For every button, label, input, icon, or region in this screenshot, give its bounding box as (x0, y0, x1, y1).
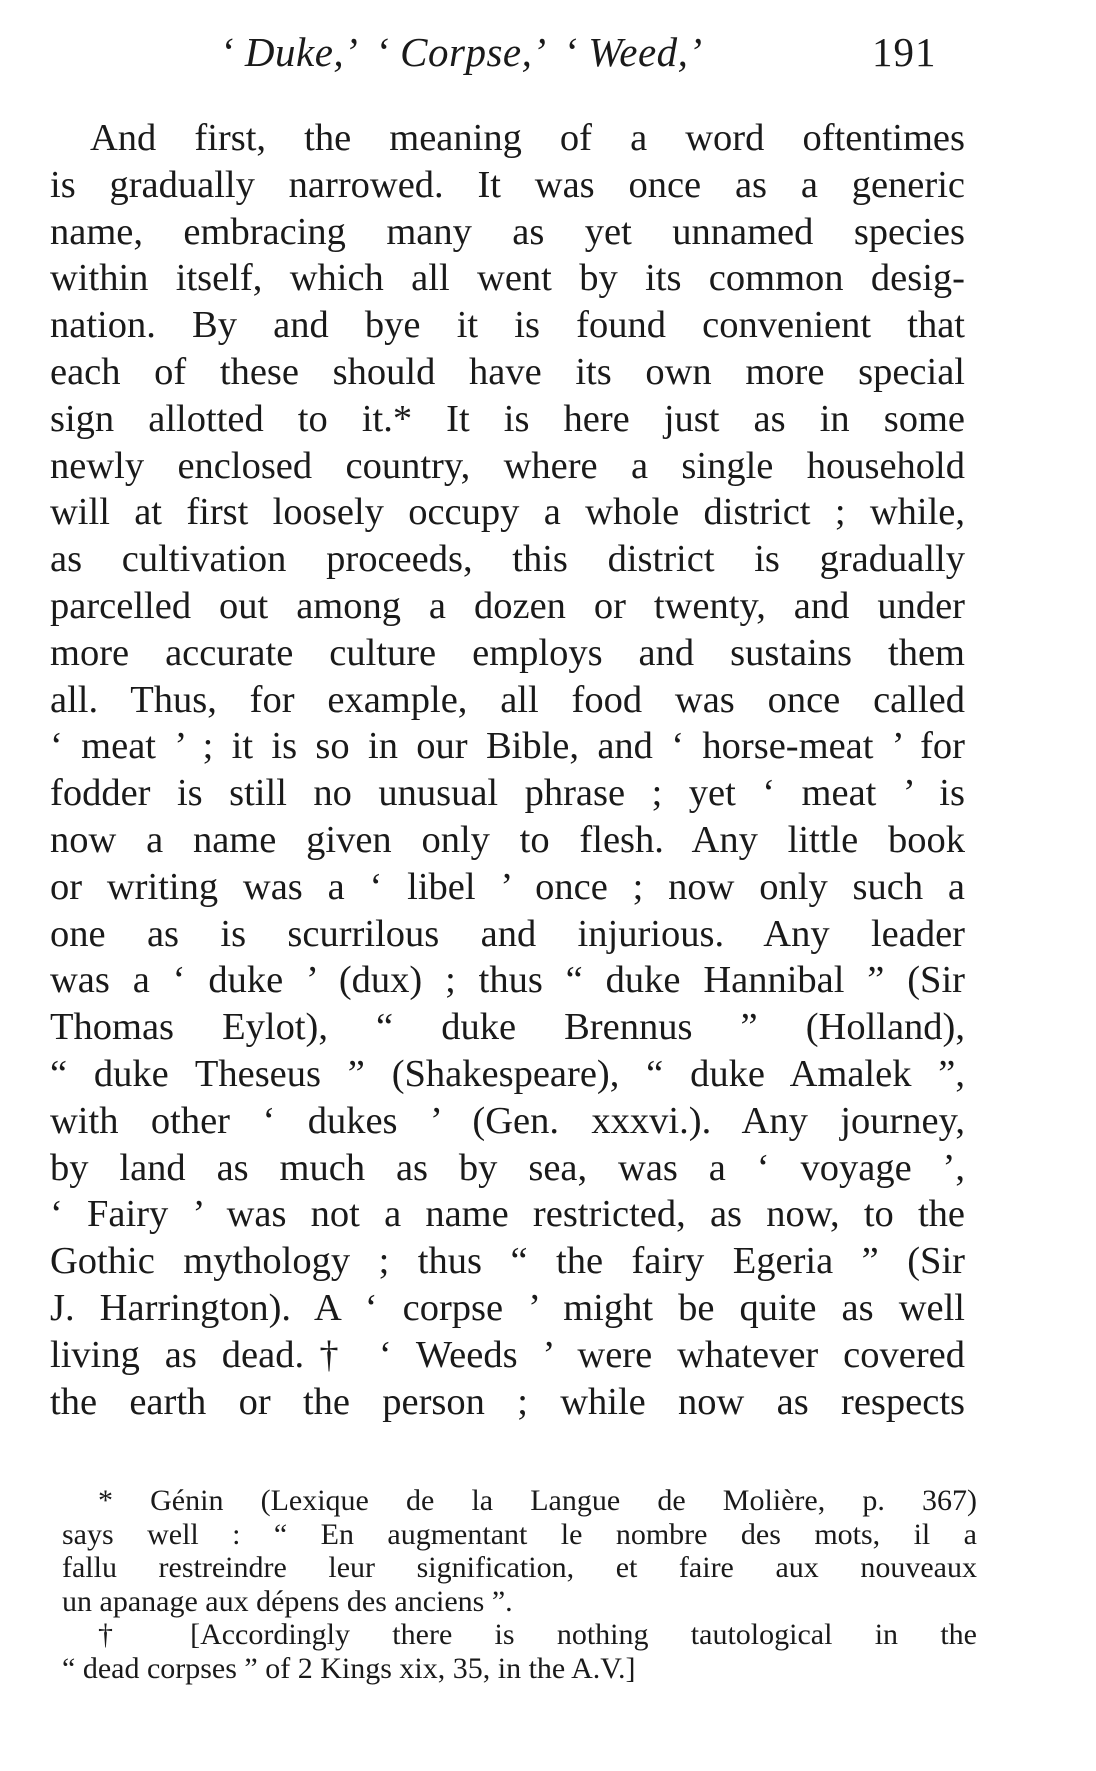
body-line: now a name given only to flesh. Any little book (50, 818, 965, 861)
body-line: Gothic mythology ; thus “ the fairy Egeria ” (Sir (50, 1240, 965, 1283)
running-title: ‘ Duke,’ ‘ Corpse,’ ‘ Weed,’ (220, 29, 703, 75)
page-number: 191 (872, 29, 937, 75)
body-line: was a ‘ duke ’ (dux) ; thus “ duke Hannibal ” (Sir (50, 959, 965, 1002)
footnote-line: † [Accordingly there is nothing tautological in the (98, 1618, 977, 1651)
body-line: one as is scurrilous and injurious. Any leader (50, 912, 965, 955)
body-line: as cultivation proceeds, this district is gradually (50, 538, 965, 581)
body-line: more accurate culture employs and sustains them (50, 631, 965, 674)
footnote-line: “ dead corpses ” of 2 Kings xix, 35, in the A.V.] (62, 1651, 636, 1685)
body-line: with other ‘ dukes ’ (Gen. xxxvi.). Any journey, (50, 1099, 965, 1142)
body-line: all. Thus, for example, all food was once called (50, 678, 965, 721)
footnotes (62, 1484, 977, 1685)
footnote-line: fallu restreindre leur signification, et faire aux nouveaux (62, 1551, 977, 1584)
running-head (0, 28, 1096, 88)
body-line: ‘ Fairy ’ was not a name restricted, as now, to the (50, 1193, 965, 1236)
body-line: will at first loosely occupy a whole district ; while, (50, 491, 965, 534)
body-line: “ duke Theseus ” (Shakespeare), “ duke Amalek ”, (50, 1052, 965, 1095)
body-line: fodder is still no unusual phrase ; yet ‘ meat ’ is (50, 772, 965, 815)
body-line: sign allotted to it.* It is here just as in some (50, 397, 965, 440)
body-line: the earth or the person ; while now as respects (50, 1380, 965, 1423)
body-line: is gradually narrowed. It was once as a generic (50, 163, 965, 206)
body-text (50, 115, 965, 1425)
body-line: parcelled out among a dozen or twenty, and under (50, 584, 965, 627)
body-line: each of these should have its own more special (50, 350, 965, 393)
body-line: And first, the meaning of a word oftentimes (90, 117, 965, 159)
body-line: name, embracing many as yet unnamed species (50, 210, 965, 253)
body-line: by land as much as by sea, was a ‘ voyage ’, (50, 1146, 965, 1189)
body-line: newly enclosed country, where a single household (50, 444, 965, 487)
body-line: living as dead.† ‘ Weeds ’ were whatever covered (50, 1333, 965, 1376)
body-line: ‘ meat ’ ; it is so in our Bible, and ‘ horse-meat ’ for (50, 725, 965, 768)
footnote-line: says well : “ En augmentant le nombre des mots, il a (62, 1517, 977, 1551)
body-line: or writing was a ‘ libel ’ once ; now only such a (50, 865, 965, 908)
footnote-line: * Génin (Lexique de la Langue de Molière, p. 367) (98, 1484, 977, 1517)
body-line: Thomas Eylot), “ duke Brennus ” (Holland), (50, 1006, 965, 1049)
body-line: within itself, which all went by its common desig- (50, 257, 965, 300)
footnote-line: un apanage aux dépens des anciens ”. (62, 1584, 513, 1618)
body-line: nation. By and bye it is found convenient that (50, 304, 965, 347)
body-line: J. Harrington). A ‘ corpse ’ might be quite as well (50, 1286, 965, 1329)
